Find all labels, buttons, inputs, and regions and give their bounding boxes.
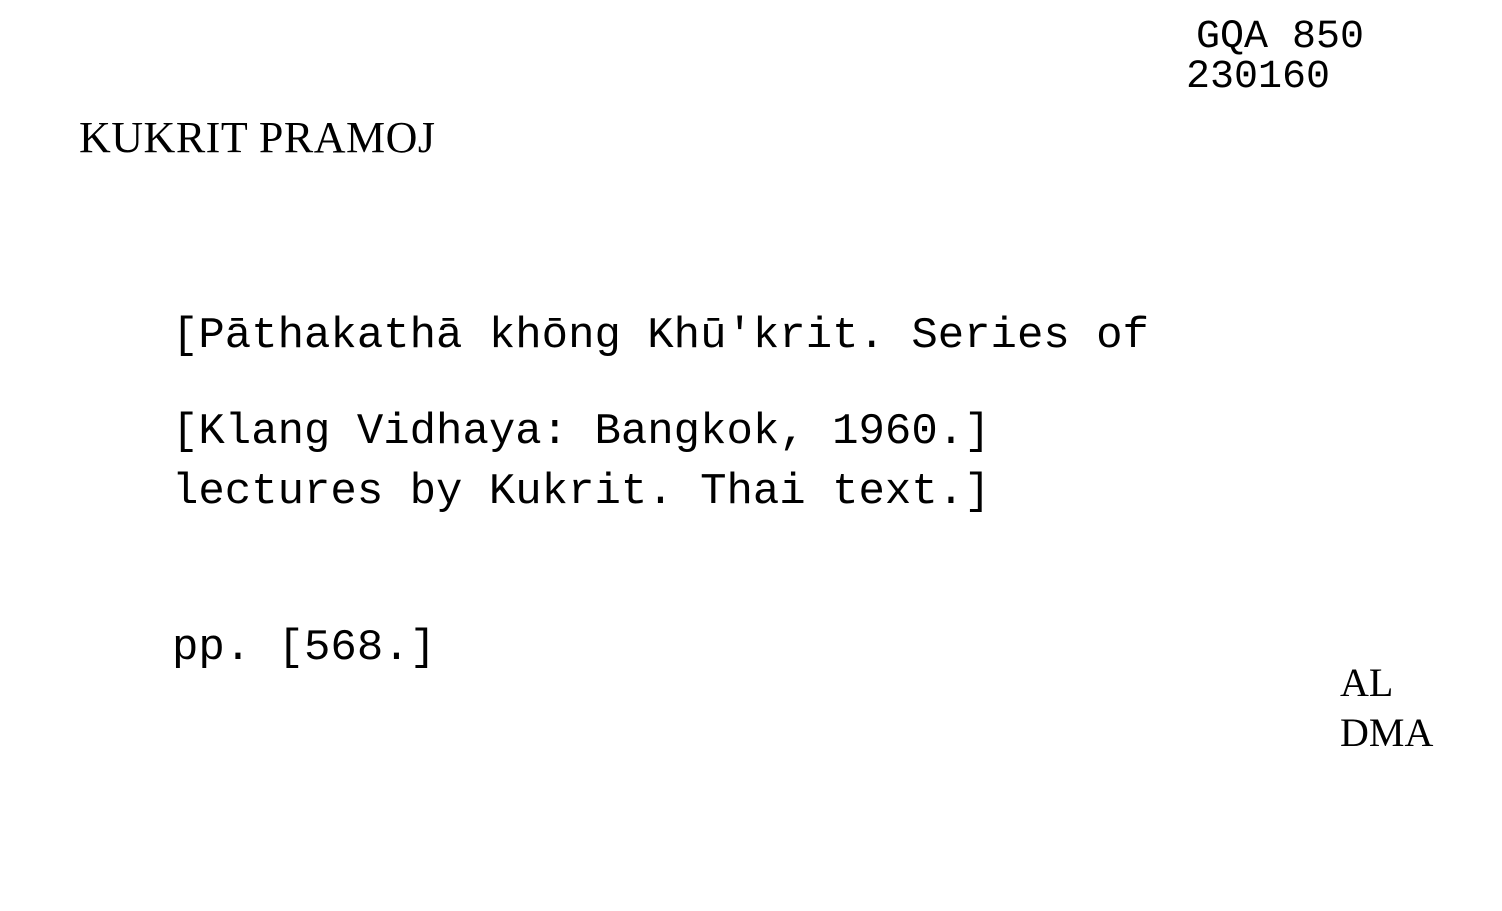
holdings-codes xyxy=(1340,658,1433,758)
imprint: [Klang Vidhaya: Bangkok, 1960.] xyxy=(172,407,991,457)
call-number-line-2: 230160 xyxy=(1186,55,1331,100)
holding-code-2: DMA xyxy=(1340,710,1434,755)
title-line-1: [Pāthakathā khōng Khū'krit. Series of xyxy=(172,311,1149,361)
call-number xyxy=(1186,15,1386,100)
holding-code-1: AL xyxy=(1340,660,1394,705)
title-line-2: lectures by Kukrit. Thai text.] xyxy=(172,467,991,517)
call-number-line-1: GQA 850 xyxy=(1196,15,1365,60)
author-heading: KUKRIT PRAMOJ xyxy=(79,113,436,162)
pagination-line: pp. [568.] xyxy=(172,623,437,673)
title-statement xyxy=(172,206,1149,778)
